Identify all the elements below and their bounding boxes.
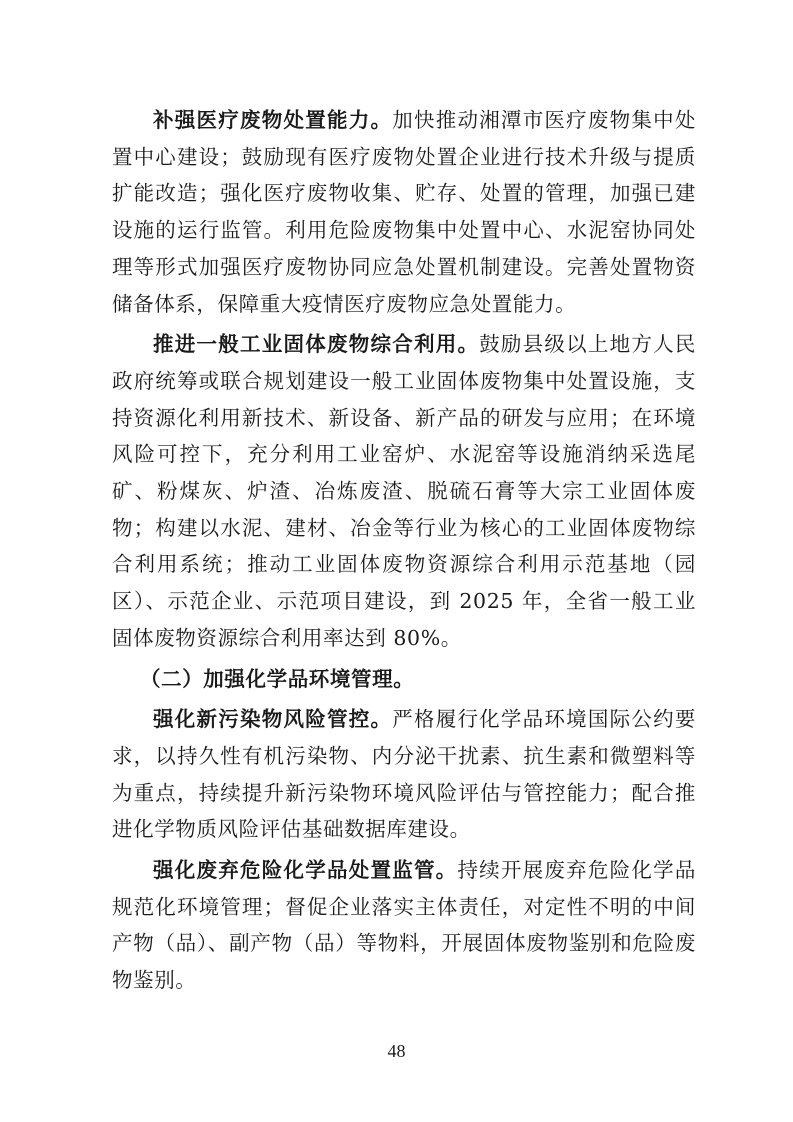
paragraph-industrial-solid-waste (112, 326, 696, 656)
paragraph-lead: 强化废弃危险化学品处置监管。 (153, 858, 458, 883)
page-number: 48 (387, 1041, 406, 1061)
paragraph-lead: 推进一般工业固体废物综合利用。 (153, 332, 480, 357)
paragraph-text: 持续开展废弃危险化学品规范化环境管理；督促企业落实主体责任，对定性不明的中间产物（品）、副产物（品）等物料，开展固体废物鉴别和危险废物鉴别。 (112, 858, 696, 993)
paragraph-lead: 补强医疗废物处置能力。 (153, 108, 393, 132)
paragraph-text: 加快推动湘潭市医疗废物集中处置中心建设；鼓励现有医疗废物处置企业进行技术升级与提质扩能改造；强化医疗废物收集、贮存、处置的管理，加强已建设施的运行监管。利用危险废物集中处置中心、水泥窑协同处理等形式加强医疗废物协同应急处置机制建设。完善处置物资储备体系，保障重大疫情医疗废物应急处置能力。 (112, 108, 696, 316)
section-heading: （二）加强化学品环境管理。 (140, 666, 415, 691)
paragraph-text: 严格履行化学品环境国际公约要求，以持久性有机污染物、内分泌干扰素、抗生素和微塑料等为重点，持续提升新污染物环境风险评估与管控能力；配合推进化学物质风险评估基础数据库建设。 (112, 707, 696, 842)
document-body (112, 102, 696, 999)
paragraph-text: 鼓励县级以上地方人民政府统筹或联合规划建设一般工业固体废物集中处置设施，支持资源化利用新技术、新设备、新产品的研发与应用；在环境风险可控下，充分利用工业窑炉、水泥窑等设施消纳采选尾矿、粉煤灰、炉渣、冶炼废渣、脱硫石膏等大宗工业固体废物；构建以水泥、建材、冶金等行业为核心的工业固体废物综合利用系统；推动工业固体废物资源综合利用示范基地（园区）、示范企业、示范项目建设，到 2025 年，全省一般工业固体废物资源综合利用率达到 80%。 (112, 332, 696, 650)
paragraph-new-pollutants (112, 701, 696, 848)
paragraph-lead: 强化新污染物风险管控。 (153, 707, 393, 732)
paragraph-hazardous-chemicals (112, 852, 696, 999)
paragraph-medical-waste (112, 102, 696, 322)
